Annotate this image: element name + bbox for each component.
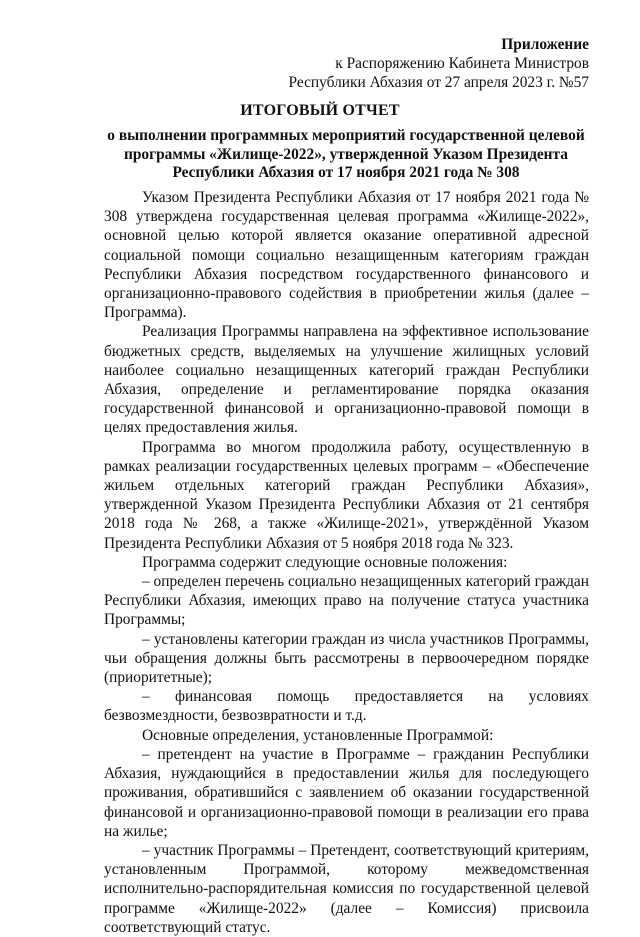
paragraph-main-provisions: Программа содержит следующие основные положения: — [142, 553, 508, 571]
appendix-label: Приложение — [501, 36, 589, 53]
appendix-order-line: к Распоряжению Кабинета Министров — [335, 55, 589, 73]
appendix-header — [169, 35, 589, 93]
document-title: ИТОГОВЫЙ ОТЧЕТ — [240, 102, 400, 119]
subtitle-line-2: программы «Жилище-2022», утвержденной Указом Президента — [123, 145, 568, 163]
subtitle-line-3: Республики Абхазия от 17 ноября 2021 года № 308 — [172, 164, 520, 182]
document-body — [104, 188, 589, 937]
paragraph-decree-intro: Указом Президента Республики Абхазия от 17 ноября 2021 года № 308 утверждена государственная целевая программа «Жилище-2022», основной целью которой является оказание оперативной адресной социальной помощи социально незащищенным категориям граждан Республики Абхазия посредством государственного финансового и организационно-правового содействия в приобретении жилья (далее – Программа). — [104, 189, 589, 322]
definition-applicant: – претендент на участие в Программе – гражданин Республики Абхазия, нуждающийся в предоставлении жилья для последующего проживания, обратившийся с заявлением об оказании государственной финансовой и организационно-правовой помощи в реализации его права на жилье; — [104, 745, 589, 840]
definition-participant: – участник Программы – Претендент, соответствующий критериям, установленным Программой, которому межведомственная исполнительно-распорядительная комиссия по государственной целевой программе «Жилище-2022» (далее – Комиссия) присвоила соответствующий статус. — [104, 841, 589, 936]
paragraph-program-continuation: Программа во многом продолжила работу, осуществленную в рамках реализации государственных целевых программ – «Обеспечение жильем отдельных категорий граждан Республики Абхазия», утвержденной Указом Президента Республики Абхазия от 21 сентября 2018 года № 268, а также «Жилище-2021», утверждённой Указом Президента Республики Абхазия от 5 ноября 2018 года № 323. — [104, 438, 589, 552]
document-subtitle — [104, 127, 588, 183]
paragraph-definitions: Основные определения, установленные Программой: — [142, 726, 494, 744]
paragraph-program-purpose: Реализация Программы направлена на эффективное использование бюджетных средств, выделяемых на улучшение жилищных условий наиболее социально незащищенных категорий граждан Республики Абхазия, определение и регламентирование порядка оказания государственной финансовой и организационно-правовой помощи в целях предоставления жилья. — [104, 323, 589, 437]
list-item-financial-aid: – финансовая помощь предоставляется на условиях безвозмездности, безвозвратности и т.д. — [104, 688, 589, 725]
subtitle-line-1: о выполнении программных мероприятий государственной целевой — [107, 127, 585, 144]
appendix-date-line: Республики Абхазия от 27 апреля 2023 г. №57 — [288, 74, 589, 92]
list-item-categories: – определен перечень социально незащищенных категорий граждан Республики Абхазия, имеющих право на получение статуса участника Программы; — [104, 573, 589, 629]
list-item-priority: – установлены категории граждан из числа участников Программы, чьи обращения должны быть рассмотрены в первоочередном порядке (приоритетные); — [104, 630, 589, 687]
